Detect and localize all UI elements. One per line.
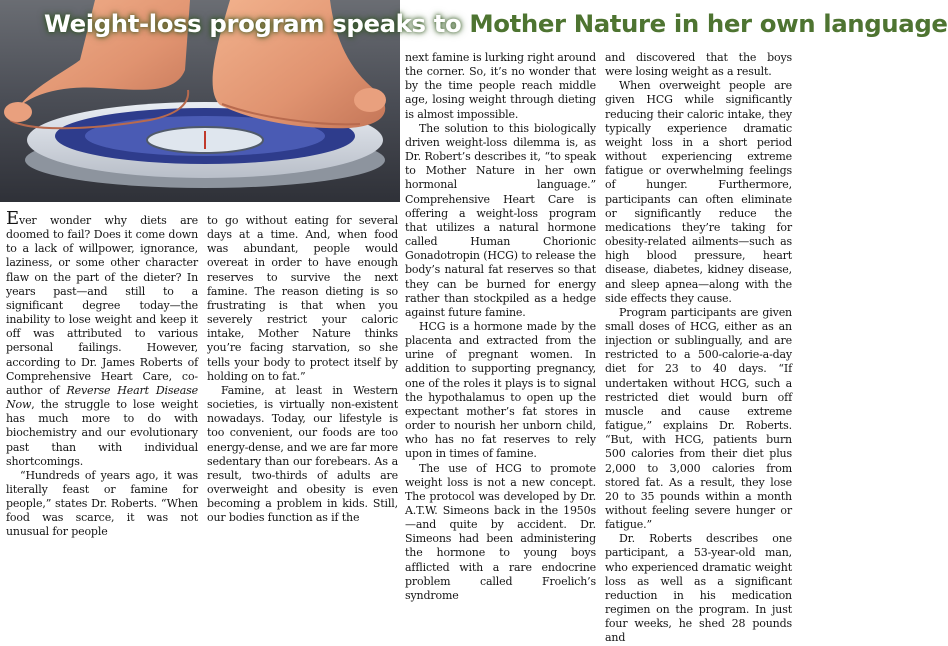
headline-part-2: Mother Nature in her own language [469, 9, 948, 38]
paragraph [6, 208, 198, 469]
book-title: Reverse Heart Disease Now [6, 383, 198, 412]
paragraph-text: , the struggle to lose weight has much more to do with biochemistry and our evolutionary past than with individual shortcomings. [6, 398, 198, 468]
paragraph: The use of HCG to promote weight loss is not a new concept. The protocol was developed by Dr. A.T.W. Simeons back in the 1950s—and quite by accident. Dr. Simeons had been administering the hormone to young boys afflicted with a rare endocrine problem called Froelich’s syndrome [405, 461, 596, 602]
paragraph: Program participants are given small doses of HCG, either as an injection or sublingually, and are restricted to a 500-calorie-a-day diet for 23 to 40 days. “If undertaken without HCG, such a restricted diet would burn off muscle and cause extreme fatigue,” explains Dr. Roberts. “But, with HCG, patients burn 500 calories from their diet plus 2,000 to 3,000 calories from stored fat. As a result, they lose 20 to 35 pounds within a month without feeling severe hunger or fatigue.” [605, 305, 792, 532]
paragraph: HCG is a hormone made by the placenta and extracted from the urine of pregnant women. In addition to supporting pregnancy, one of the roles it plays is to signal the hypothalamus to open up the expectant mother’s fat stores in order to nourish her unborn child, who has no fat reserves to rely upon in times of famine. [405, 319, 596, 461]
paragraph-text: ver wonder why diets are doomed to fail? Does it come down to a lack of willpower, ignorance, laziness, or some other character flaw on the part of the dieter? In years past—and still to a significant degree today—the inability to lose weight and keep it off was attributed to various personal failings. However, according to Dr. James Roberts of Comprehensive Heart Care, co-author of [6, 214, 198, 397]
paragraph: When overweight people are given HCG while significantly reducing their caloric intake, they typically experience dramatic weight loss in a short period without experiencing extreme fatigue or overwhelming feelings of hunger. Furthermore, participants can often eliminate or significantly reduce the medications they’re taking for obesity-related ailments—such as high blood pressure, heart disease, diabetes, kidney disease, and sleep apnea—along with the side effects they cause. [605, 79, 792, 305]
paragraph: The solution to this biologically driven weight-loss dilemma is, as Dr. Robert’s describes it, “to speak to Mother Nature in her own hormonal language.” Comprehensive Heart Care is offering a weight-loss program that utilizes a natural hormone called Human Chorionic Gonadotropin (HCG) to release the body’s natural fat reserves so that they can be burned for energy rather than stockpiled as a hedge against future famine. [405, 121, 596, 319]
headline-part-1: Weight-loss program speaks to [44, 9, 462, 38]
article-column-1 [6, 208, 198, 554]
paragraph: Dr. Roberts describes one participant, a 53-year-old man, who experienced dramatic weight loss as well as a significant reduction in his medication regimen on the program. In just four weeks, he shed 28 pounds and [605, 532, 792, 645]
drop-cap: E [6, 208, 19, 229]
article-column-4 [605, 51, 792, 645]
article-headline [44, 6, 948, 42]
paragraph: next famine is lurking right around the corner. So, it’s no wonder that by the time people reach middle age, losing weight through dieting is almost impossible. [405, 51, 596, 121]
article-column-2 [207, 214, 398, 554]
paragraph: “Hundreds of years ago, it was literally feast or famine for people,” states Dr. Roberts. “When food was scarce, it was not unusual for people [6, 468, 198, 539]
article-column-3 [405, 51, 596, 602]
paragraph: to go without eating for several days at a time. And, when food was abundant, people would overeat in order to have enough reserves to survive the next famine. The reason dieting is so frustrating is that when you severely restrict your caloric intake, Mother Nature thinks you’re facing starvation, so she tells your body to protect itself by holding on to fat.” [207, 214, 398, 383]
paragraph: and discovered that the boys were losing weight as a result. [605, 51, 792, 79]
paragraph: Famine, at least in Western societies, is virtually non-existent nowadays. Today, our lifestyle is too convenient, our foods are too energy-dense, and we are far more sedentary than our forebears. As a result, two-thirds of adults are overweight and obesity is even becoming a problem in kids. Still, our bodies function as if the [207, 383, 398, 525]
